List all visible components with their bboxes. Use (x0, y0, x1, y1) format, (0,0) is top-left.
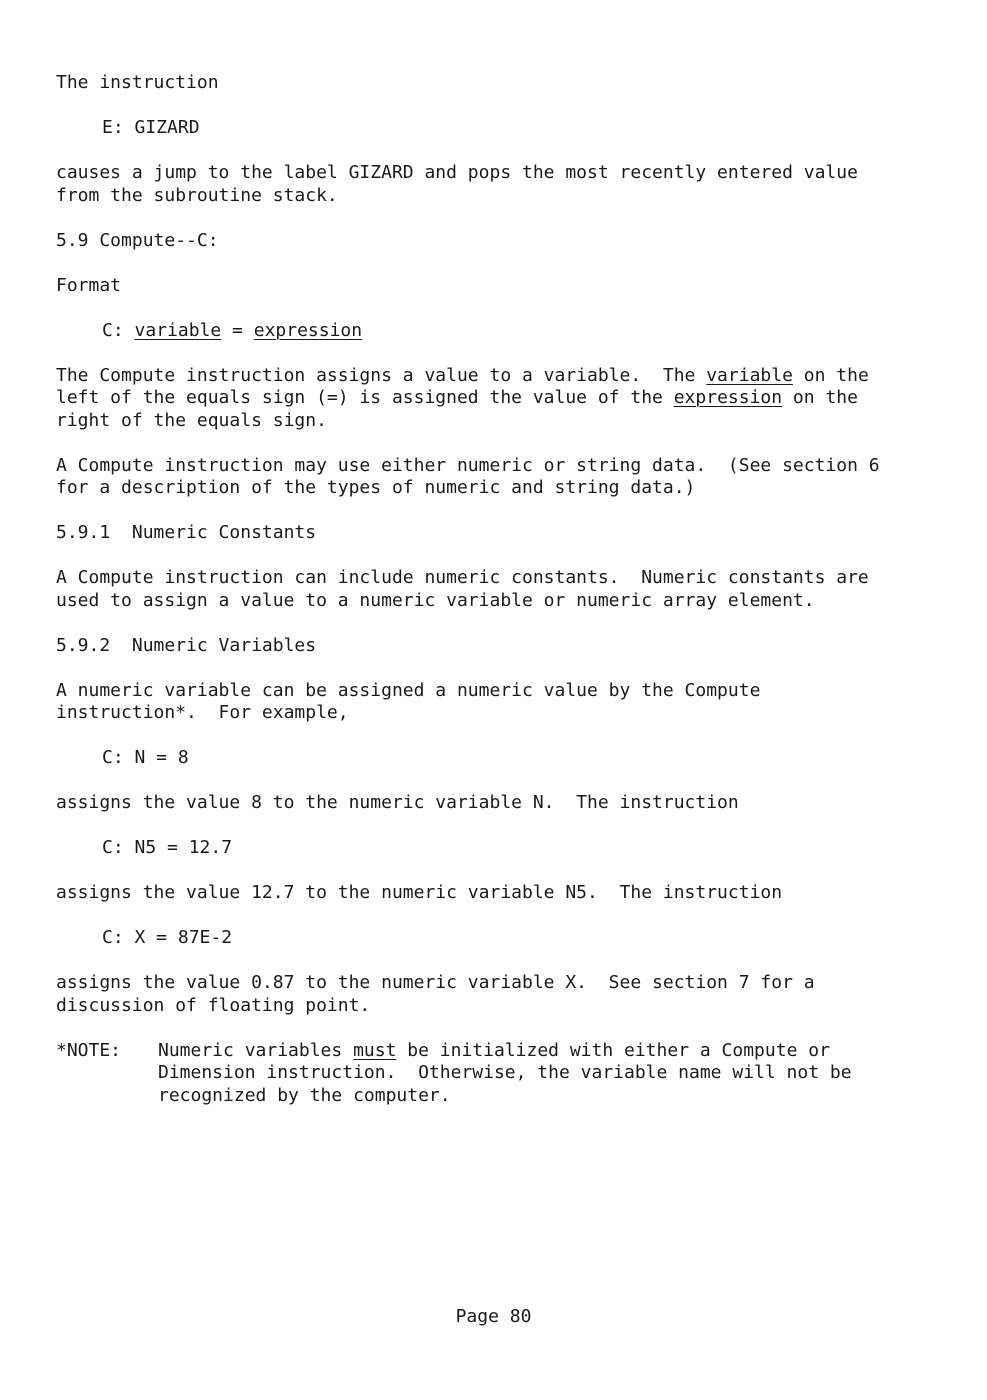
code-example: C: X = 87E-2 (102, 927, 233, 948)
text-fragment: Numeric variables (158, 1039, 354, 1061)
text-line: from the subroutine stack. (56, 184, 338, 206)
underlined-term: must (353, 1039, 397, 1061)
text-fragment: on the (782, 387, 858, 408)
section-heading: 5.9.1 Numeric Constants (56, 522, 317, 543)
syntax-prefix: C: (102, 319, 135, 341)
format-syntax (56, 320, 946, 343)
text-line: assigns the value 0.87 to the numeric variable X. See section 7 for a (56, 972, 815, 993)
text-line: right of the equals sign. (56, 409, 327, 431)
text-line: assigns the value 8 to the numeric variable N. The instruction (56, 792, 739, 813)
text-line (56, 387, 946, 410)
text-fragment: left of the equals sign (=) is assigned the value of the (56, 387, 674, 408)
note-line: recognized by the computer. (158, 1084, 451, 1106)
text-line: The instruction (56, 72, 219, 93)
text-line: for a description of the types of numeric and string data.) (56, 477, 696, 498)
text-line: A Compute instruction can include numeric constants. Numeric constants are (56, 567, 869, 588)
text-line: instruction*. For example, (56, 702, 349, 723)
text-line: assigns the value 12.7 to the numeric variable N5. The instruction (56, 882, 783, 903)
text-fragment: on the (792, 364, 869, 386)
page-number: Page 80 (455, 1306, 532, 1327)
text-line: used to assign a value to a numeric variable or numeric array element. (56, 589, 815, 611)
underlined-term: variable (706, 364, 793, 386)
note-label: *NOTE: (56, 1039, 122, 1061)
syntax-equals: = (221, 319, 254, 341)
text-fragment: The Compute instruction assigns a value to a variable. The (56, 364, 707, 386)
document-body (56, 72, 946, 1107)
text-line (56, 365, 946, 388)
note-line: Dimension instruction. Otherwise, the variable name will not be (158, 1062, 852, 1083)
text-line: discussion of floating point. (56, 994, 371, 1016)
text-fragment: be initialized with either a Compute or (396, 1039, 830, 1061)
note-block (56, 1040, 946, 1108)
syntax-expression: expression (253, 319, 363, 341)
syntax-variable: variable (134, 319, 222, 341)
code-example: C: N = 8 (102, 747, 189, 768)
code-example: C: N5 = 12.7 (102, 837, 233, 858)
section-heading: 5.9.2 Numeric Variables (56, 634, 317, 656)
underlined-term: expression (673, 387, 783, 408)
text-line: causes a jump to the label GIZARD and pops the most recently entered value (56, 162, 858, 183)
section-heading: 5.9 Compute--C: (56, 229, 219, 251)
format-label: Format (56, 274, 122, 296)
text-line: A numeric variable can be assigned a numeric value by the Compute (56, 679, 761, 701)
note-line (158, 1040, 852, 1063)
code-example: E: GIZARD (102, 117, 200, 138)
text-line: A Compute instruction may use either numeric or string data. (See section 6 (56, 454, 880, 476)
